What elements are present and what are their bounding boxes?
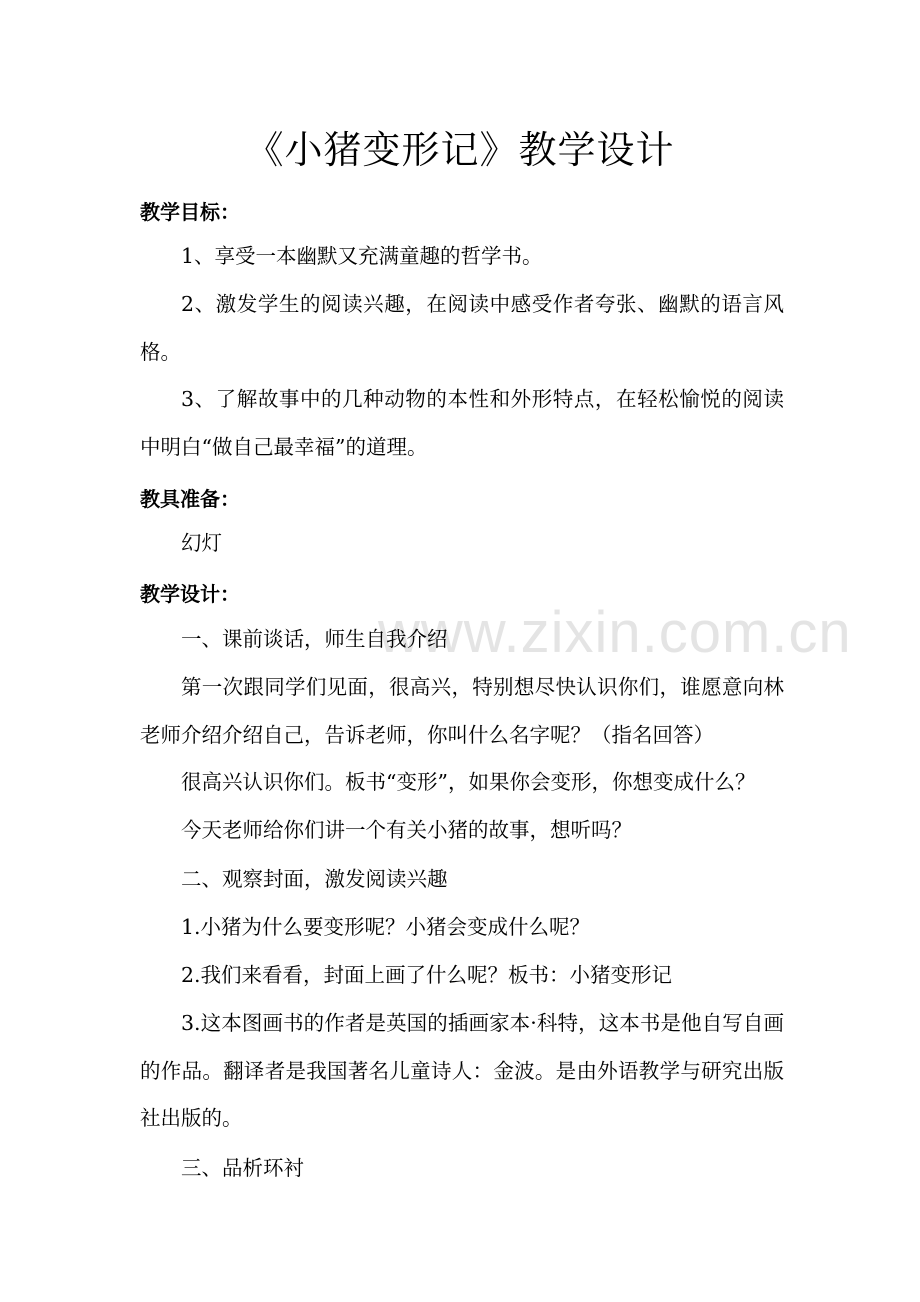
design-step-5: 二、观察封面，激发阅读兴趣 [181, 867, 448, 891]
document-title: 《小猪变形记》教学设计 [245, 128, 675, 172]
materials-heading: 教具准备： [140, 487, 240, 511]
objectives-heading: 教学目标： [140, 200, 240, 224]
design-heading: 教学设计： [140, 582, 240, 606]
materials-text: 幻灯 [181, 531, 222, 555]
design-step-8: 3.这本图画书的作者是英国的插画家本·科特，这本书是他自写自画的作品。翻译者是我国著名儿童诗人：金波。是由外语教学与研究出版社出版的。 [140, 1011, 784, 1130]
design-step-1: 一、课前谈话，师生自我介绍 [181, 627, 448, 651]
design-step-9: 三、品析环衬 [181, 1156, 304, 1180]
design-step-6: 1.小猪为什么要变形呢？小猪会变成什么呢？ [181, 915, 591, 939]
design-step-3: 很高兴认识你们。板书“变形”，如果你会变形，你想变成什么？ [181, 770, 756, 794]
objective-item-1: 1、享受一本幽默又充满童趣的哲学书。 [181, 244, 543, 268]
objective-item-2: 2、激发学生的阅读兴趣，在阅读中感受作者夸张、幽默的语言风格。 [140, 292, 784, 364]
design-step-4: 今天老师给你们讲一个有关小猪的故事，想听吗？ [181, 818, 632, 842]
watermark: www.zixin.com.cn [378, 600, 852, 665]
design-step-7: 2.我们来看看，封面上画了什么呢？板书：小猪变形记 [181, 963, 673, 987]
objective-item-3: 3、了解故事中的几种动物的本性和外形特点，在轻松愉悦的阅读中明白“做自己最幸福”的道理。 [140, 387, 784, 459]
design-step-2: 第一次跟同学们见面，很高兴，特别想尽快认识你们，谁愿意向林老师介绍介绍自己，告诉老师，你叫什么名字呢？（指名回答） [140, 675, 784, 747]
